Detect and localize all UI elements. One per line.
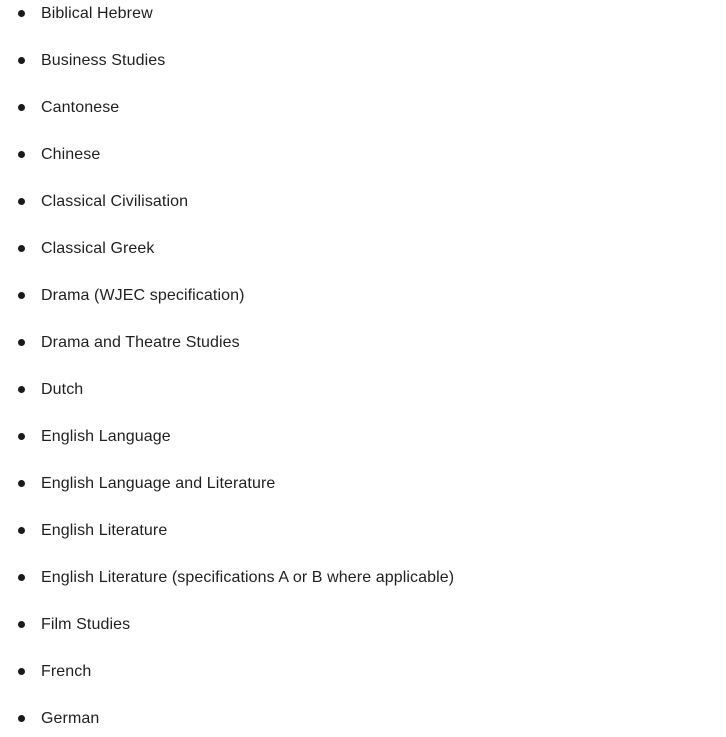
list-item [0,98,726,118]
subject-label: German [41,710,100,727]
subject-label: Classical Civilisation [41,193,189,210]
bullet-icon [18,480,25,487]
bullet-icon [18,198,25,205]
subject-label: Cantonese [41,99,120,116]
subject-label: Drama and Theatre Studies [41,334,240,351]
subject-label: Biblical Hebrew [41,5,153,22]
list-item [0,662,726,682]
subject-label: Film Studies [41,616,131,633]
subject-label: Classical Greek [41,240,155,257]
subject-label: Business Studies [41,52,166,69]
bullet-icon [18,57,25,64]
list-item [0,568,726,588]
subject-label: English Language and Literature [41,475,276,492]
bullet-icon [18,715,25,722]
list-item [0,239,726,259]
bullet-icon [18,245,25,252]
subject-label: Drama (WJEC specification) [41,287,245,304]
list-item [0,615,726,635]
list-item [0,380,726,400]
bullet-icon [18,151,25,158]
list-item [0,4,726,24]
list-item [0,709,726,729]
bullet-icon [18,339,25,346]
bullet-icon [18,433,25,440]
bullet-icon [18,621,25,628]
bullet-icon [18,527,25,534]
list-item [0,474,726,494]
subject-label: French [41,663,92,680]
subject-label: English Language [41,428,171,445]
subject-label: English Literature [41,522,168,539]
list-item [0,521,726,541]
subject-label: English Literature (specifications A or B where applicable) [41,569,455,586]
bullet-icon [18,292,25,299]
bullet-icon [18,386,25,393]
bullet-icon [18,10,25,17]
list-item [0,145,726,165]
list-item [0,427,726,447]
subject-label: Dutch [41,381,84,398]
list-item [0,286,726,306]
bullet-icon [18,104,25,111]
list-item [0,333,726,353]
list-item [0,51,726,71]
subject-label: Chinese [41,146,101,163]
list-item [0,192,726,212]
bullet-icon [18,574,25,581]
bullet-icon [18,668,25,675]
